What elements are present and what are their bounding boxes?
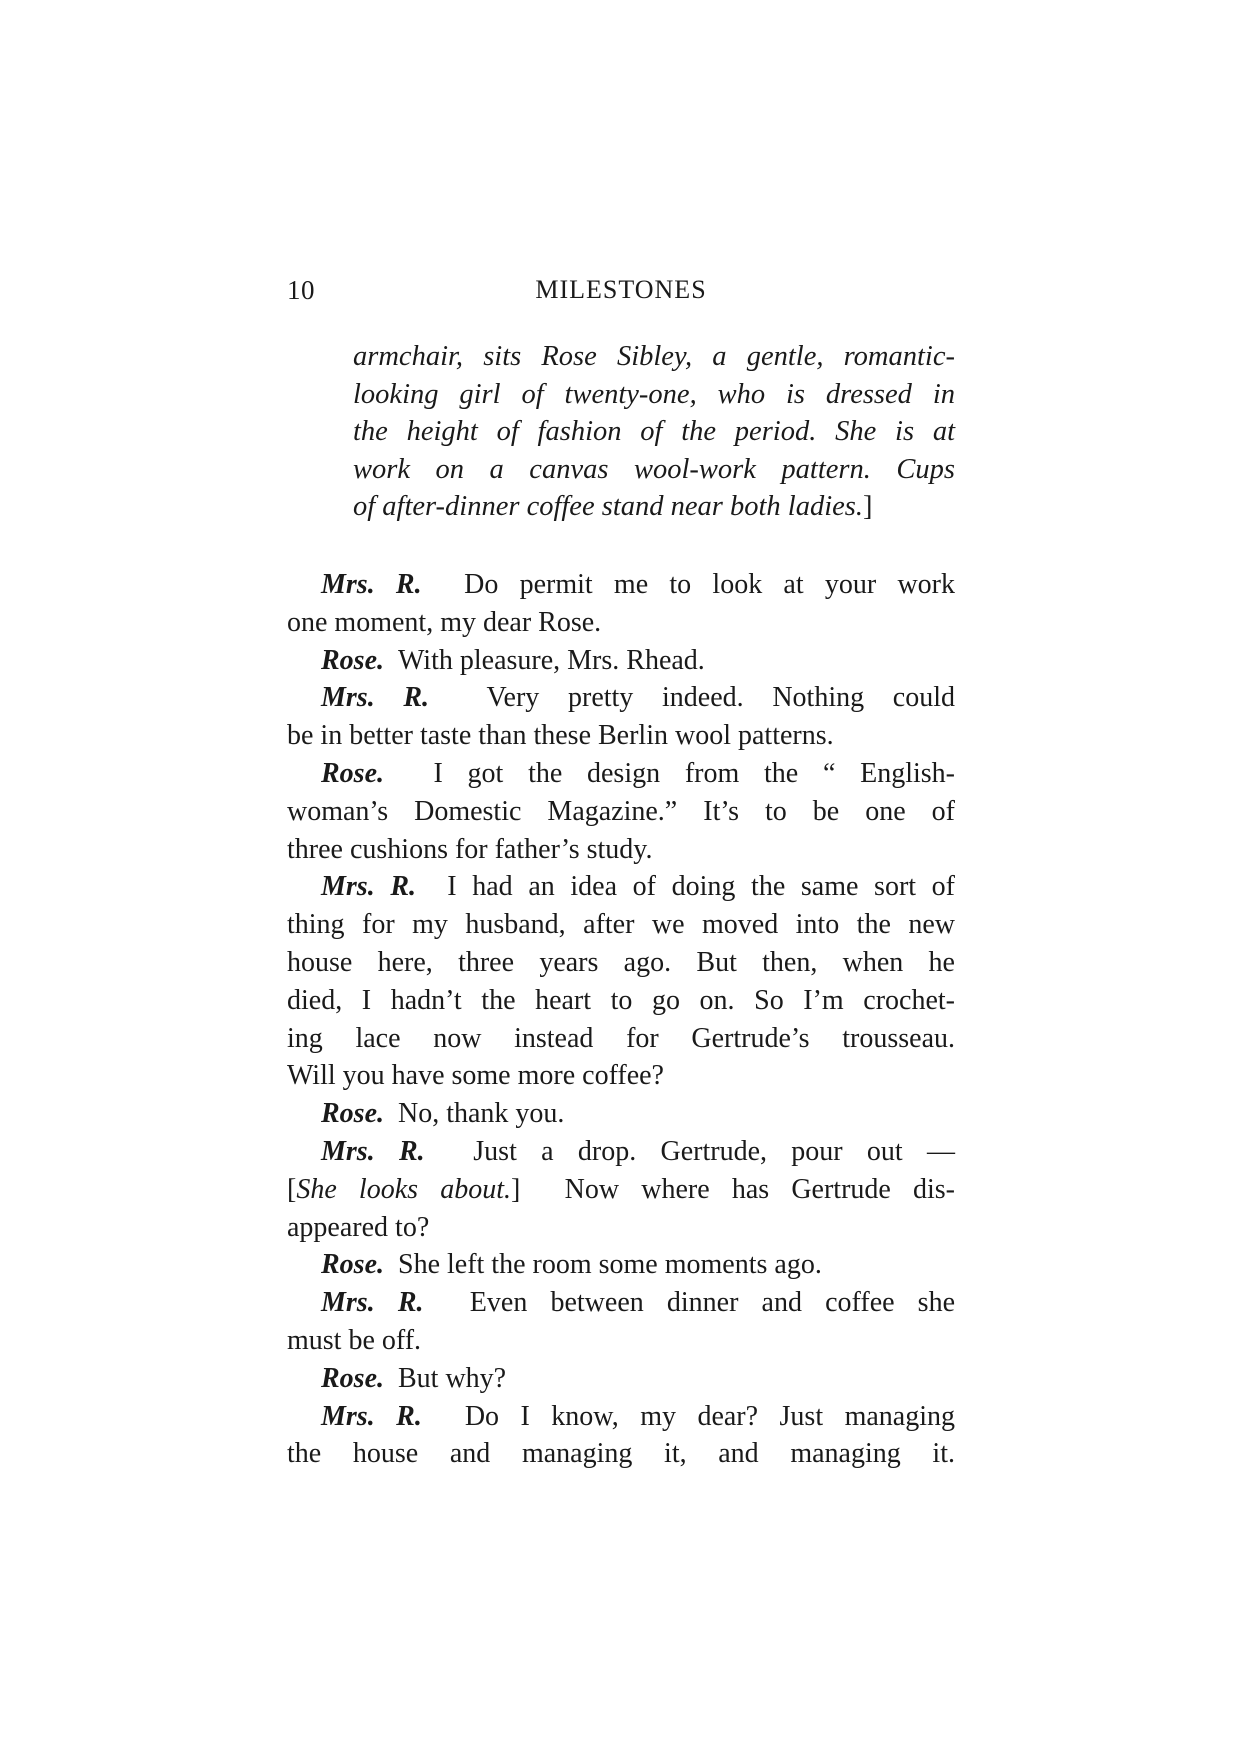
stage-direction-line: looking girl of twenty-one, who is dressed in <box>353 378 955 410</box>
speech-text: With pleasure, Mrs. Rhead. <box>398 644 705 676</box>
speaker-name: Mrs. R. <box>321 1287 424 1319</box>
speaker-name: Rose. <box>321 1362 384 1394</box>
stage-direction-line: work on a canvas wool-work pattern. Cups <box>353 453 955 485</box>
running-head: MILESTONES <box>535 275 707 304</box>
page-number: 10 <box>287 275 315 305</box>
dialogue-line: woman’s Domestic Magazine.” It’s to be one of <box>287 795 955 827</box>
dialogue-line: ing lace now instead for Gertrude’s trousseau. <box>287 1022 955 1054</box>
speech-text: No, thank you. <box>398 1098 565 1130</box>
speaker-name: Rose. <box>321 644 384 676</box>
speech-text: I got the design from the “ English- <box>433 757 956 789</box>
closing-bracket: ] <box>862 491 873 523</box>
speech-text: Very pretty indeed. Nothing could <box>486 682 955 714</box>
dialogue-line <box>287 1171 955 1209</box>
dialogue-line <box>287 755 955 793</box>
stage-direction <box>353 338 955 526</box>
page-header <box>287 270 955 310</box>
dialogue-line: must be off. <box>287 1324 422 1356</box>
dialogue-line: died, I hadn’t the heart to go on. So I’m crochet- <box>287 984 955 1016</box>
dialogue-line: one moment, my dear Rose. <box>287 606 602 638</box>
dialogue-line: thing for my husband, after we moved into the new <box>287 909 955 941</box>
speaker-name: Rose. <box>321 1098 384 1130</box>
dialogue-line <box>287 868 955 906</box>
speech-text: But why? <box>398 1362 507 1394</box>
dialogue-line: three cushions for father’s study. <box>287 833 653 865</box>
dialogue-line <box>287 1360 955 1398</box>
dialogue <box>287 566 955 1473</box>
dialogue-line <box>287 1133 955 1171</box>
speech-text: Now where has Gertrude dis- <box>564 1173 956 1205</box>
dialogue-line <box>287 566 955 604</box>
speaker-name: Mrs. R. <box>321 1135 425 1167</box>
dialogue-line: the house and managing it, and managing it. <box>287 1438 955 1470</box>
speech-text: Just a drop. Gertrude, pour out — <box>473 1135 956 1167</box>
speech-text: Even between dinner and coffee she <box>469 1287 956 1319</box>
dialogue-line: appeared to? <box>287 1211 430 1243</box>
speech-text: Do permit me to look at your work <box>464 569 956 600</box>
speech-text: I had an idea of doing the same sort of <box>447 871 956 903</box>
dialogue-line <box>287 1095 955 1133</box>
stage-direction-line: of after-dinner coffee stand near both ladies. <box>353 491 863 523</box>
inline-stage-text: She looks about. <box>296 1173 511 1205</box>
dialogue-line <box>287 1398 955 1436</box>
speaker-name: Mrs. R. <box>321 682 430 714</box>
speaker-name: Rose. <box>321 757 384 789</box>
speech-text: She left the room some moments ago. <box>398 1249 822 1281</box>
speech-text: Do I know, my dear? Just managing <box>464 1400 955 1432</box>
stage-direction-line: the height of fashion of the period. She is at <box>353 416 955 448</box>
dialogue-line: house here, three years ago. But then, when he <box>287 946 955 978</box>
inline-stage-direction: [She looks about.] <box>287 1173 521 1205</box>
dialogue-line: Will you have some more coffee? <box>287 1060 664 1092</box>
dialogue-line <box>287 679 955 717</box>
speaker-name: Mrs. R. <box>321 569 422 600</box>
stage-direction-last-line <box>353 488 955 526</box>
stage-direction-line: armchair, sits Rose Sibley, a gentle, romantic- <box>353 341 955 372</box>
dialogue-line <box>287 642 955 680</box>
speaker-name: Rose. <box>321 1249 384 1281</box>
dialogue-line <box>287 1284 955 1322</box>
dialogue-line: be in better taste than these Berlin wool patterns. <box>287 720 834 752</box>
speaker-name: Mrs. R. <box>321 1400 422 1432</box>
speaker-name: Mrs. R. <box>321 871 417 903</box>
dialogue-line <box>287 1246 955 1284</box>
